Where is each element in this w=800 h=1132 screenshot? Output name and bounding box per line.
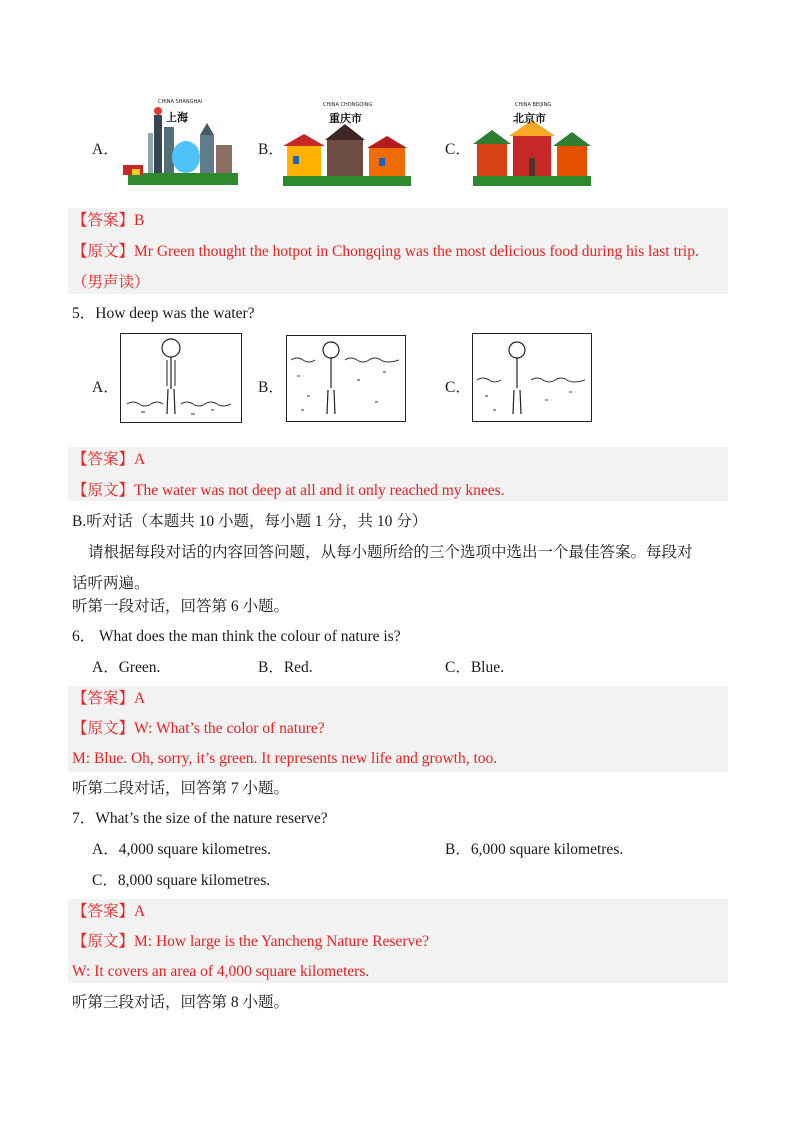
beijing-city-image [473, 100, 591, 188]
q7-option-a: A．4,000 square kilometres. [92, 841, 272, 858]
q4-option-c-letter: C． [445, 141, 471, 158]
q7-question: 7．What’s the size of the nature reserve? [72, 810, 328, 827]
dialog2-heading: 听第二段对话，回答第 7 小题。 [72, 780, 290, 797]
water-waist-image [472, 333, 592, 422]
section-b-instruction-line1: 请根据每段对话的内容回答问题，从每小题所给的三个选项中选出一个最佳答案。每段对 [88, 544, 693, 561]
q4-script-note: （男声读） [72, 274, 150, 291]
chongqing-city-image [283, 100, 411, 188]
q6-option-c: C．Blue. [445, 659, 504, 676]
q5-option-b-letter: B． [258, 379, 284, 396]
q4-script: 【原文】Mr Green thought the hotpot in Chongqing was the most delicious food during his last trip. [72, 243, 699, 260]
q6-script-line2: M: Blue. Oh, sorry, it’s green. It represents new life and growth, too. [72, 750, 498, 767]
water-knee-image [120, 333, 242, 423]
q7-answer: 【答案】A [72, 903, 146, 920]
shanghai-label-en: CHINA SHANGHAI [158, 99, 203, 105]
q6-answer: 【答案】A [72, 690, 146, 707]
chongqing-label-cn: 重庆市 [329, 112, 362, 125]
q5-question: 5．How deep was the water? [72, 305, 255, 322]
section-b-instruction-line2: 话听两遍。 [72, 575, 150, 592]
q4-option-b-letter: B． [258, 141, 284, 158]
q6-script-line1: 【原文】W: What’s the color of nature? [72, 720, 325, 737]
q5-option-c-letter: C． [445, 379, 471, 396]
dialog1-heading: 听第一段对话，回答第 6 小题。 [72, 598, 290, 615]
q7-script-line2: W: It covers an area of 4,000 square kilometers. [72, 963, 370, 980]
shanghai-city-image [118, 95, 243, 187]
beijing-label-cn: 北京市 [513, 112, 546, 125]
q4-answer: 【答案】B [72, 212, 145, 229]
q5-answer: 【答案】A [72, 451, 146, 468]
shanghai-label-cn: 上海 [166, 111, 188, 124]
q7-script-line1: 【原文】M: How large is the Yancheng Nature Reserve? [72, 933, 430, 950]
chongqing-label-en: CHINA CHONGQING [323, 102, 373, 108]
q6-option-b: B．Red. [258, 659, 313, 676]
dialog3-heading: 听第三段对话，回答第 8 小题。 [72, 994, 290, 1011]
q4-option-a-letter: A． [92, 141, 119, 158]
q7-option-b: B．6,000 square kilometres. [445, 841, 624, 858]
beijing-label-en: CHINA BEIJING [515, 102, 552, 108]
q7-option-c: C．8,000 square kilometres. [92, 872, 271, 889]
section-b-title: B.听对话（本题共 10 小题，每小题 1 分，共 10 分） [72, 513, 428, 530]
q6-option-a: A．Green. [92, 659, 161, 676]
water-deep-image [286, 335, 406, 422]
q6-question: 6． What does the man think the colour of nature is? [72, 628, 401, 645]
q5-option-a-letter: A． [92, 379, 119, 396]
q5-script: 【原文】The water was not deep at all and it only reached my knees. [72, 482, 505, 499]
